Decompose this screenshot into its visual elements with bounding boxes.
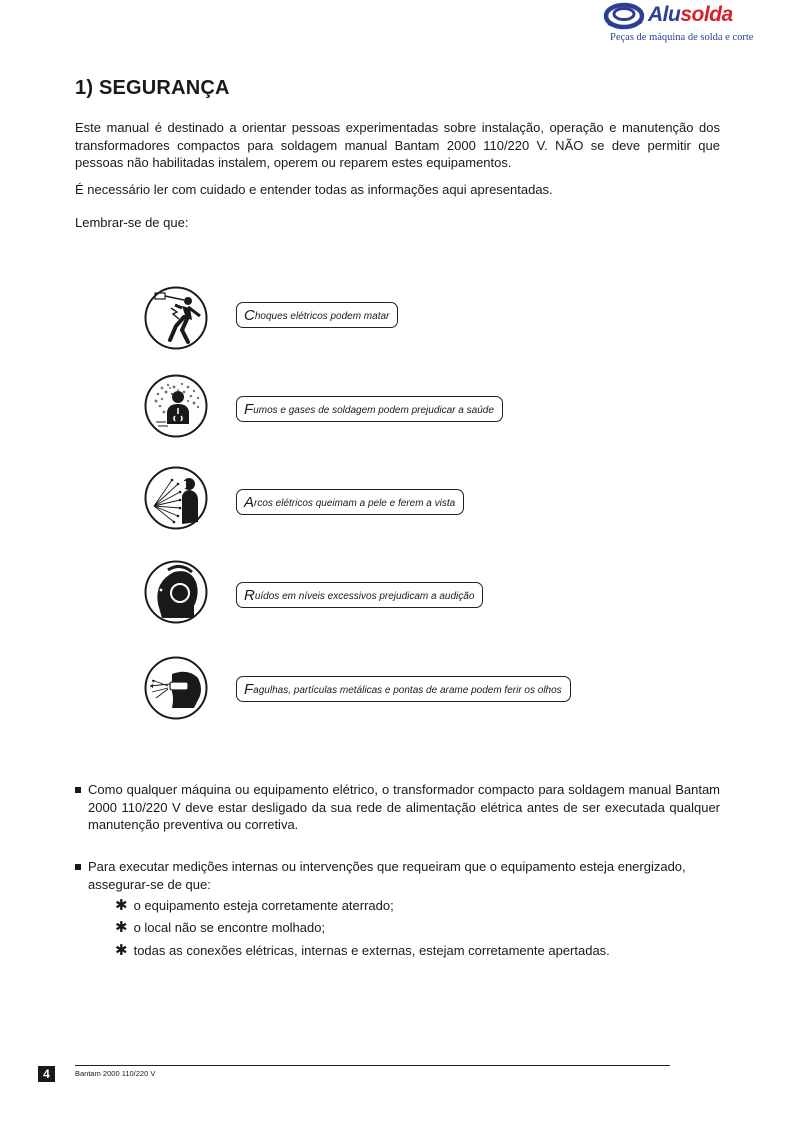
hazard-label-electric-shock: Choques elétricos podem matar — [236, 302, 398, 328]
fumes-gases-icon — [144, 374, 208, 438]
noise-hearing-icon — [144, 560, 208, 624]
logo-tagline: Peças de máquina de solda e corte — [610, 32, 754, 43]
section-title: 1) SEGURANÇA — [75, 77, 230, 99]
asterisk-icon: ✱ — [115, 942, 128, 959]
read-carefully-paragraph: É necessário ler com cuidado e entender todas as informações aqui apresentadas. — [75, 182, 553, 197]
asterisk-icon: ✱ — [115, 919, 128, 936]
electric-shock-icon — [144, 286, 208, 350]
list-item: ✱ todas as conexões elétricas, internas e externas, estejam corretamente apertadas. — [115, 942, 610, 959]
remember-paragraph: Lembrar-se de que: — [75, 215, 189, 230]
intro-paragraph: Este manual é destinado a orientar pessoas experimentadas sobre instalação, operação e manutenção dos transformadores compactos para soldagem manual Bantam 2000 110/220 V. NÃO se deve permitir que pessoas não habilitadas instalem, operem ou reparem estes equipamentos. — [75, 120, 720, 170]
flying-sparks-icon — [144, 656, 208, 720]
page-number: 4 — [38, 1066, 55, 1082]
footer-text: Bantam 2000 110/220 V — [75, 1069, 156, 1078]
hazard-label-fumes: Fumos e gases de soldagem podem prejudicar a saúde — [236, 396, 503, 422]
bullet-energized: Para executar medições internas ou intervenções que requeiram que o equipamento esteja energizado, assegurar-se de que: — [75, 858, 720, 893]
square-bullet-icon — [75, 864, 81, 870]
list-item: ✱ o equipamento esteja corretamente aterrado; — [115, 897, 394, 914]
bullet-maintenance: Como qualquer máquina ou equipamento elétrico, o transformador compacto para soldagem manual Bantam 2000 110/220 V deve estar desligado da sua rede de alimentação elétrica antes de ser executada qualquer manutenção preventiva ou corretiva. — [75, 781, 720, 834]
hazard-label-sparks: Fagulhas, partículas metálicas e pontas de arame podem ferir os olhos — [236, 676, 571, 702]
hazard-label-arc: Arcos elétricos queimam a pele e ferem a vista — [236, 489, 464, 515]
asterisk-icon: ✱ — [115, 897, 128, 914]
hazard-label-noise: Ruídos em níveis excessivos prejudicam a audição — [236, 582, 483, 608]
square-bullet-icon — [75, 787, 81, 793]
list-item: ✱ o local não se encontre molhado; — [115, 919, 326, 936]
logo-swoosh-icon — [604, 2, 648, 34]
logo-name: Alusolda — [648, 3, 733, 26]
arc-rays-icon — [144, 466, 208, 530]
footer-divider — [75, 1065, 670, 1066]
brand-logo — [604, 2, 754, 48]
